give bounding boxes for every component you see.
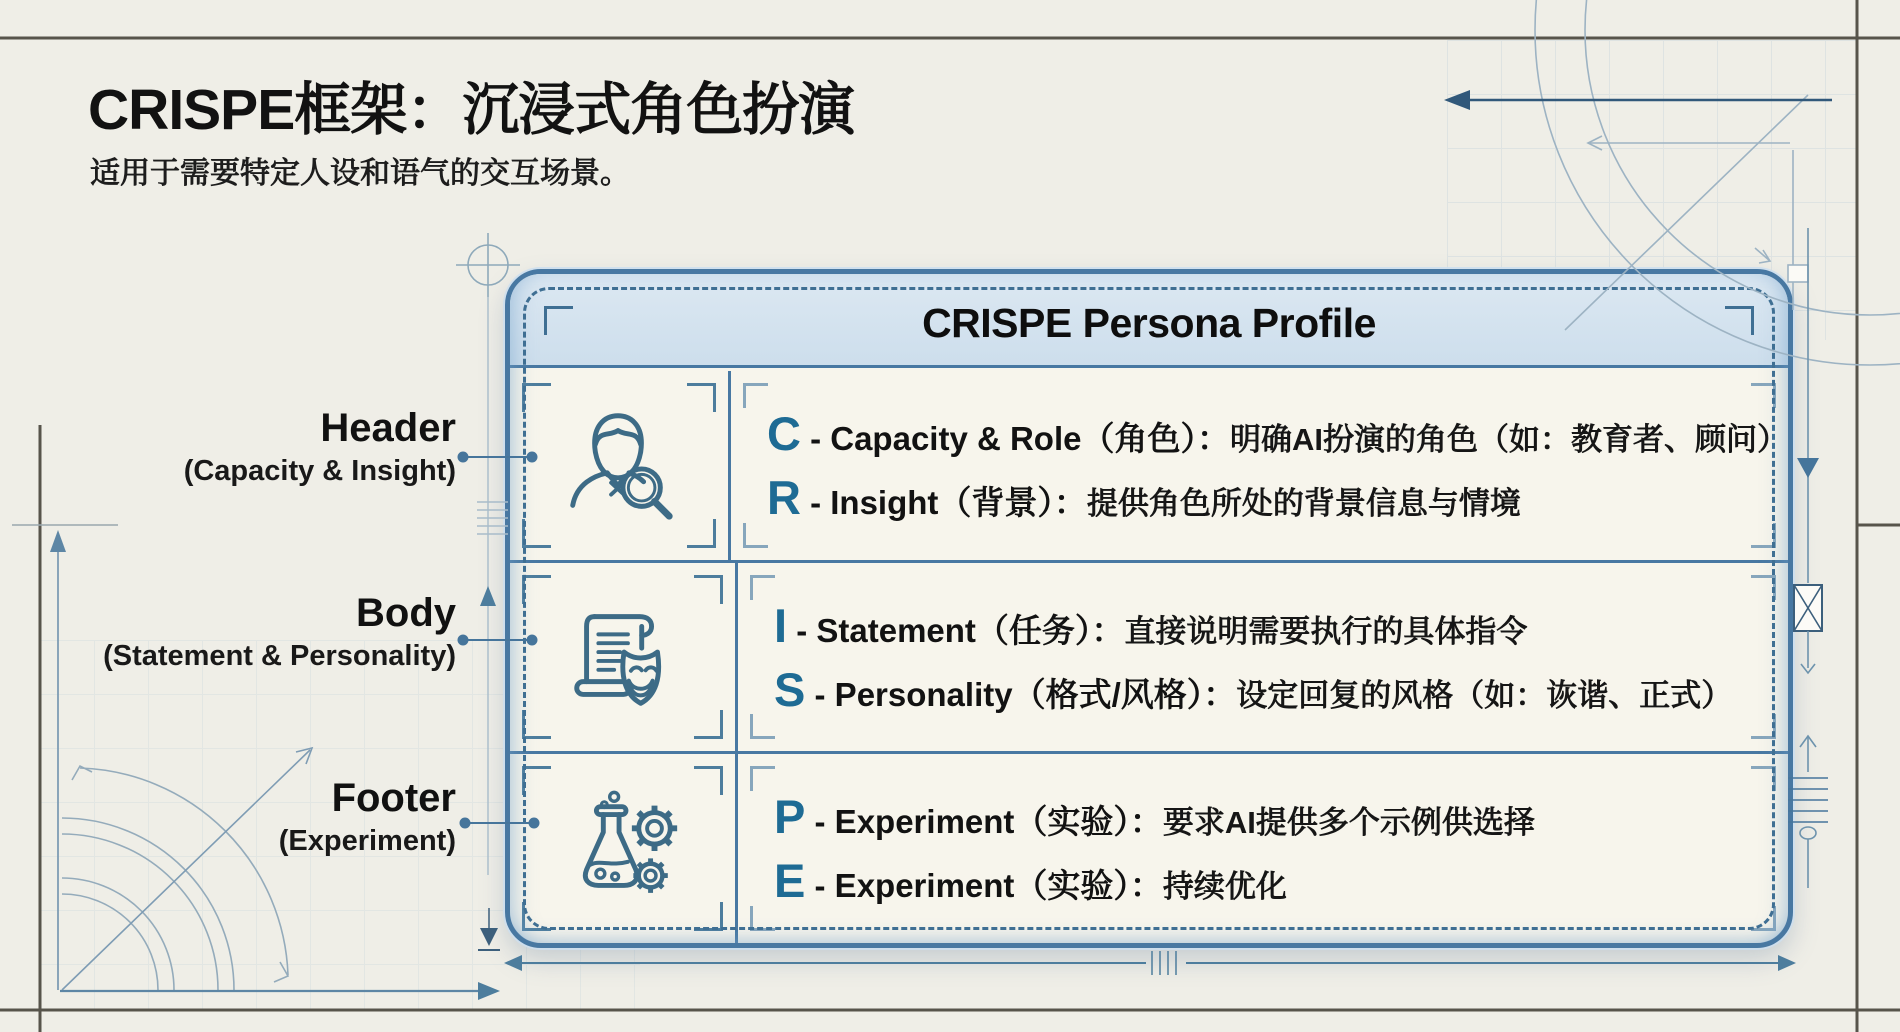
framework-description: 明确AI扮演的角色（如：教育者、顾问）: [1230, 421, 1788, 457]
section-symbols-right: [1788, 228, 1828, 888]
corner-bracket-icon: [522, 766, 551, 795]
corner-bracket-icon: [1751, 575, 1776, 600]
corner-bracket-icon: [743, 523, 768, 548]
side-label-sub: (Capacity & Insight): [183, 455, 456, 487]
side-label-sub: (Experiment): [278, 825, 456, 857]
side-label-title: Body: [356, 591, 456, 635]
side-label-title: Footer: [331, 776, 456, 820]
side-label-header: [58, 405, 456, 488]
row-body: [510, 560, 1788, 752]
crispe-persona-card: [505, 269, 1793, 948]
framework-line-P: [774, 790, 1788, 844]
framework-letter: S: [774, 662, 806, 716]
corner-bracket-icon: [750, 906, 775, 931]
baseline-arrow-bottom: [60, 982, 500, 1000]
corner-bracket-icon: [694, 710, 723, 739]
framework-line-R: [766, 470, 1788, 524]
card-rows: [510, 371, 1788, 943]
card-title: CRISPE Persona Profile: [922, 300, 1376, 346]
framework-letter: C: [766, 406, 801, 460]
page-title: CRISPE框架：沉浸式角色扮演: [88, 78, 855, 142]
icon-cell: [510, 754, 738, 943]
side-label-body: [58, 590, 456, 673]
corner-bracket-icon: [522, 575, 551, 604]
scroll-mask-icon: [559, 593, 687, 721]
framework-term: - Insight（背景）：: [800, 483, 1087, 521]
framework-term: - Statement（任务）：: [787, 611, 1125, 649]
framework-letter: I: [774, 598, 788, 652]
datum-arrow-icon: [478, 908, 500, 950]
icon-cell: [510, 563, 738, 752]
corner-bracket-icon: [1751, 714, 1776, 739]
framework-letter: E: [774, 854, 806, 908]
leader-line-left: [477, 297, 508, 875]
text-cell: [738, 754, 1788, 943]
framework-line-I: [774, 598, 1788, 652]
text-cell: [738, 563, 1788, 752]
person-search-icon: [555, 401, 683, 529]
text-cell: [731, 371, 1788, 560]
row-header: [510, 371, 1788, 560]
framework-line-C: [766, 406, 1788, 460]
corner-bracket-icon: [694, 766, 723, 795]
up-arrow-icon: [480, 586, 496, 606]
framework-term: - Personality（格式/风格）：: [805, 675, 1237, 713]
side-label-footer: [58, 775, 456, 858]
icon-cell: [510, 371, 731, 560]
corner-bracket-icon: [1751, 523, 1776, 548]
corner-bracket-icon: [687, 383, 716, 412]
framework-description: 设定回复的风格（如：诙谐、正式）: [1236, 677, 1733, 713]
corner-bracket-icon: [522, 902, 551, 931]
framework-letter: P: [774, 790, 806, 844]
side-label-title: Header: [320, 406, 456, 450]
dimension-arrow-topright: [1444, 90, 1832, 110]
corner-bracket-icon: [743, 383, 768, 408]
corner-bracket-icon: [1751, 383, 1776, 408]
framework-description: 提供角色所处的背景信息与情境: [1086, 485, 1521, 521]
row-footer: [510, 751, 1788, 943]
corner-bracket-icon: [750, 714, 775, 739]
dimension-line-bottom: [504, 951, 1796, 975]
corner-bracket-icon: [1751, 766, 1776, 791]
flask-gears-icon: [559, 785, 687, 913]
page-subtitle: 适用于需要特定人设和语气的交互场景。: [90, 157, 630, 190]
framework-description: 要求AI提供多个示例供选择: [1162, 805, 1535, 841]
framework-description: 持续优化: [1162, 869, 1287, 905]
framework-line-S: [774, 662, 1788, 716]
corner-bracket-icon: [522, 519, 551, 548]
corner-bracket-icon: [694, 575, 723, 604]
corner-bracket-icon: [687, 519, 716, 548]
corner-bracket-icon: [750, 766, 775, 791]
framework-term: - Experiment（实验）：: [805, 803, 1163, 841]
corner-bracket-icon: [750, 575, 775, 600]
framework-term: - Capacity & Role（角色）：: [800, 419, 1230, 457]
framework-term: - Experiment（实验）：: [805, 867, 1163, 905]
framework-description: 直接说明需要执行的具体指令: [1124, 613, 1528, 649]
side-label-sub: (Statement & Personality): [103, 640, 456, 672]
framework-letter: R: [766, 470, 801, 524]
corner-bracket-icon: [694, 902, 723, 931]
framework-line-E: [774, 854, 1788, 908]
corner-bracket-icon: [522, 710, 551, 739]
corner-bracket-icon: [1751, 906, 1776, 931]
corner-bracket-icon: [522, 383, 551, 412]
